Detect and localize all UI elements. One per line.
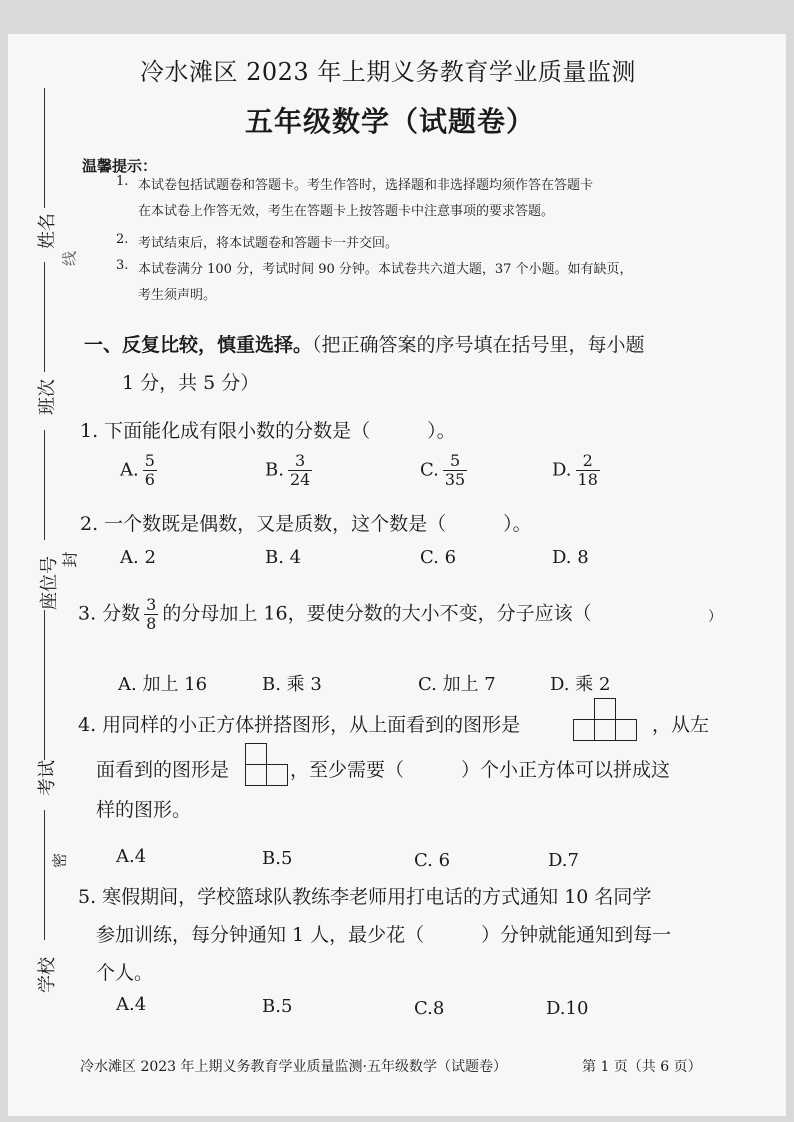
- q1-option-d[interactable]: [552, 452, 604, 489]
- q4-option-a[interactable]: A.4: [116, 846, 147, 867]
- q1-option-b-label: B.: [265, 459, 284, 481]
- q1-option-b-fraction: [288, 452, 312, 489]
- exam-line: [44, 610, 45, 760]
- notice-heading: 温馨提示：: [82, 157, 158, 175]
- q3-fraction: [144, 596, 158, 633]
- q5-line-2: 参加训练，每分钟通知 1 人，最少花（ ）分钟就能通知到每一: [96, 924, 672, 946]
- q2-option-c[interactable]: C. 6: [420, 547, 457, 568]
- q1-option-c-den: 35: [444, 470, 466, 489]
- q5-line-1: 5. 寒假期间，学校篮球队教练李老师用打电话的方式通知 10 名同学: [78, 886, 652, 908]
- seal-mark-line: 线: [60, 251, 79, 267]
- q3-text: [78, 596, 592, 633]
- section1-heading: 一、反复比较，慎重选择。: [84, 334, 313, 356]
- exam-label: 考试: [37, 760, 58, 796]
- q1-option-c-num: 5: [449, 451, 461, 470]
- notice-item-3-num: 3.: [116, 258, 129, 273]
- exam-title: 冷水滩区 2023 年上期义务教育学业质量监测: [140, 58, 636, 86]
- notice-item-1-line1: 本试卷包括试题卷和答题卡。考生作答时，选择题和非选择题均须作答在答题卡: [138, 178, 594, 193]
- exam-paper: [8, 34, 786, 1116]
- q4-text-4: ，至少需要（ ）个小正方体可以拼成这: [290, 759, 671, 781]
- left-view-square-1: [245, 743, 267, 765]
- name-label: 姓名: [37, 213, 58, 249]
- left-view-square-3: [266, 764, 288, 786]
- q4-option-b[interactable]: B.5: [262, 848, 293, 869]
- q5-line-3: 个人。: [96, 962, 154, 984]
- q4-text-2: ，从左: [652, 714, 710, 736]
- school-label: 学校: [37, 957, 58, 993]
- q1-option-d-den: 18: [577, 470, 598, 489]
- left-view-square-2: [245, 764, 267, 786]
- notice-item-2-line1: 考试结束后，将本试题卷和答题卡一并交回。: [138, 236, 399, 251]
- q5-option-d[interactable]: D.10: [546, 998, 589, 1019]
- q1-option-d-fraction: [576, 452, 600, 489]
- class-label: 班次: [37, 379, 58, 415]
- q3-den: 8: [146, 614, 157, 633]
- q2-option-d[interactable]: D. 8: [552, 547, 589, 568]
- page-number: 第 1 页（共 6 页）: [582, 1059, 702, 1075]
- q1-option-b-num: 3: [295, 451, 306, 470]
- q3-close-paren: ）: [708, 609, 722, 625]
- section1-instr-1: （把正确答案的序号填在括号里，每小题: [312, 334, 645, 356]
- name-line: [44, 88, 45, 208]
- exam-subtitle: 五年级数学（试题卷）: [245, 105, 536, 138]
- section1-instr-2: 1 分，共 5 分）: [122, 372, 260, 394]
- seal-mark-secret: 密: [50, 853, 69, 869]
- q4-text-3: 面看到的图形是: [96, 759, 230, 781]
- q3-pre: 3. 分数: [78, 602, 141, 625]
- q3-option-b[interactable]: B. 乘 3: [262, 674, 322, 695]
- q3-option-d[interactable]: D. 乘 2: [550, 674, 611, 695]
- q3-num: 3: [146, 595, 157, 614]
- q1-option-d-num: 2: [582, 451, 593, 470]
- q1-text: 1. 下面能化成有限小数的分数是（ ）。: [80, 420, 456, 442]
- q5-option-a[interactable]: A.4: [116, 994, 147, 1015]
- q2-text: 2. 一个数既是偶数，又是质数，这个数是（ ）。: [80, 513, 532, 535]
- top-view-square-2: [573, 719, 595, 741]
- notice-item-3-line1: 本试卷满分 100 分，考试时间 90 分钟。本试卷共六道大题，37 个小题。如有缺页，: [138, 262, 633, 277]
- q1-option-c-label: C.: [420, 459, 439, 481]
- q1-option-a-num: 5: [144, 451, 155, 470]
- q3-post: 的分母加上 16，要使分数的大小不变，分子应该（: [162, 602, 592, 625]
- q1-option-a-den: 6: [144, 470, 155, 489]
- q1-option-a-fraction: [143, 452, 157, 489]
- notice-item-1-line2: 在本试卷上作答无效，考生在答题卡上按答题卡中注意事项的要求答题。: [138, 204, 555, 219]
- q4-option-c[interactable]: C. 6: [414, 850, 451, 871]
- q5-option-c[interactable]: C.8: [414, 998, 445, 1019]
- top-view-square-1: [594, 698, 616, 720]
- seat-label: 座位号: [39, 556, 60, 610]
- q2-option-a[interactable]: A. 2: [120, 547, 156, 568]
- q4-option-d[interactable]: D.7: [548, 850, 579, 871]
- notice-item-1-num: 1.: [116, 174, 129, 189]
- class-line: [44, 262, 45, 372]
- q3-option-c[interactable]: C. 加上 7: [418, 674, 496, 695]
- footer-text: 冷水滩区 2023 年上期义务教育学业质量监测·五年级数学（试题卷）: [80, 1059, 507, 1075]
- q2-option-b[interactable]: B. 4: [265, 547, 302, 568]
- q1-option-c-fraction: [443, 452, 467, 489]
- q1-option-a[interactable]: [120, 452, 161, 489]
- notice-item-3-line2: 考生须声明。: [138, 288, 217, 303]
- q4-text-5: 样的图形。: [96, 799, 192, 821]
- notice-item-2-num: 2.: [116, 232, 129, 247]
- top-view-square-3: [594, 719, 616, 741]
- q3-option-a[interactable]: A. 加上 16: [118, 674, 208, 695]
- seal-mark-seal: 封: [60, 551, 80, 568]
- q1-option-b[interactable]: [265, 452, 316, 489]
- school-line: [44, 810, 45, 940]
- q1-option-a-label: A.: [120, 459, 139, 481]
- q1-option-b-den: 24: [289, 470, 311, 489]
- top-view-square-4: [615, 719, 637, 741]
- q4-text-1: 4. 用同样的小正方体拼搭图形，从上面看到的图形是: [78, 714, 521, 736]
- q5-option-b[interactable]: B.5: [262, 996, 293, 1017]
- q1-option-d-label: D.: [552, 459, 572, 481]
- q1-option-c[interactable]: [420, 452, 471, 489]
- seat-line: [44, 430, 45, 540]
